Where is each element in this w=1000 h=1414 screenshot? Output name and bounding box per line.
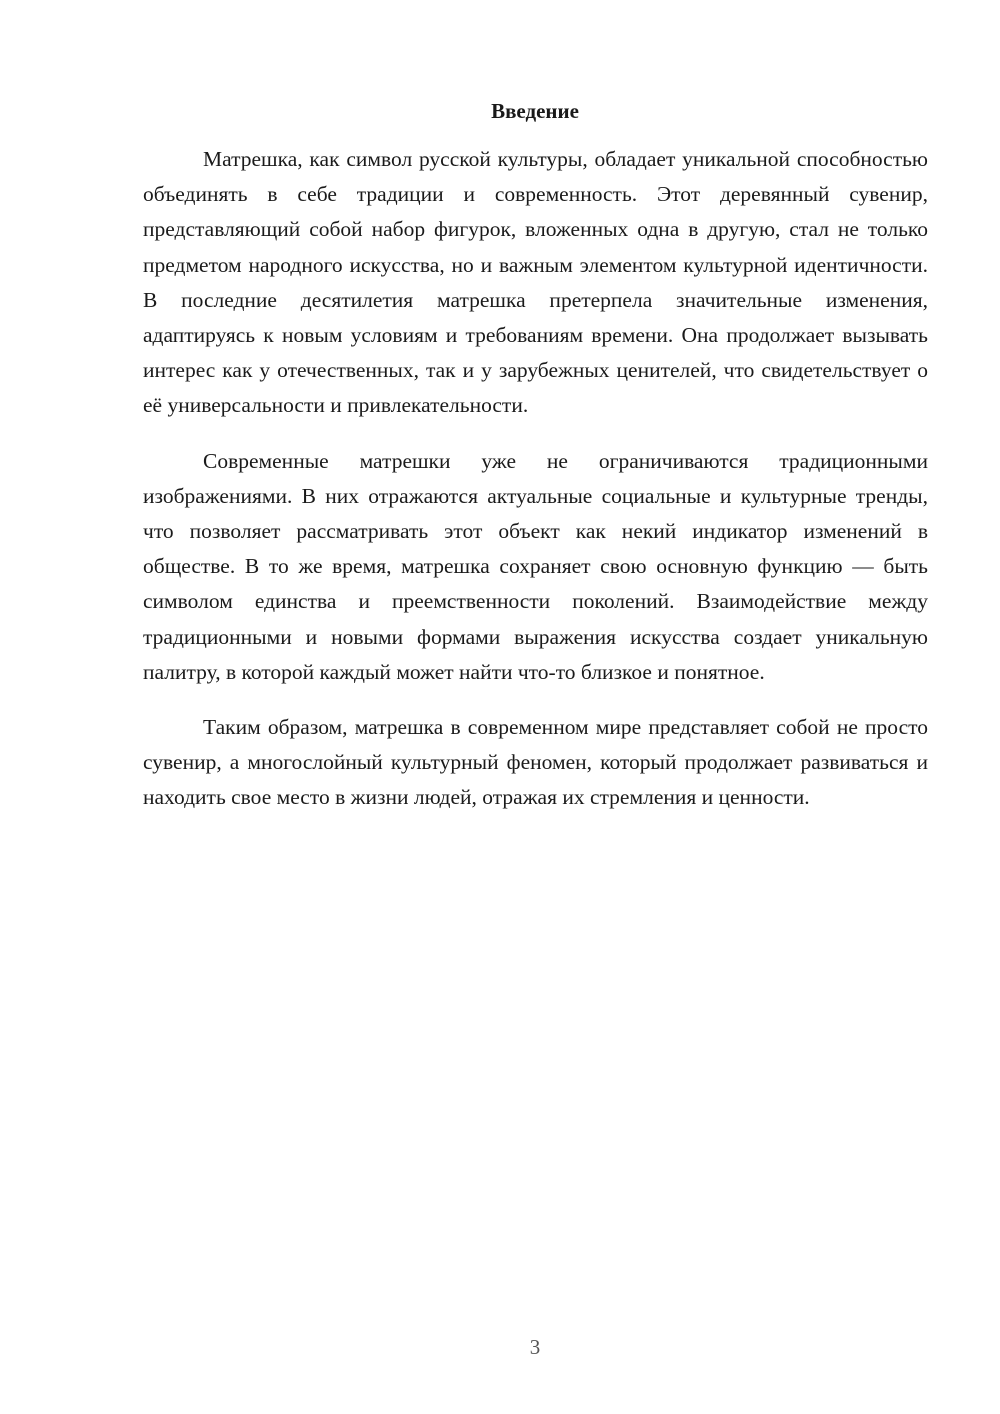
paragraph-1: Матрешка, как символ русской культуры, обладает уникальной способностью объединять в себе традиции и современность. Этот деревянный сувенир, представляющий собой набор фигурок, вложенных одна в другую, стал не только предметом народного искусства, но и важным элементом культурной идентичности. В последние десятилетия матрешка претерпела значительные изменения, адаптируясь к новым условиям и требованиям времени. Она продолжает вызывать интерес как у отечественных, так и у зарубежных ценителей, что свидетельствует о её универсальности и привлекательности. — [143, 147, 928, 418]
section-title: Введение — [491, 99, 579, 123]
page-number: 3 — [529, 1335, 541, 1359]
paragraph-2: Современные матрешки уже не ограничиваются традиционными изображениями. В них отражаются актуальные социальные и культурные тренды, что позволяет рассматривать этот объект как некий индикатор изменений в обществе. В то же время, матрешка сохраняет свою основную функцию — быть символом единства и преемственности поколений. Взаимодействие между традиционными и новыми формами выражения искусства создает уникальную палитру, в которой каждый может найти что-то близкое и понятное. — [143, 448, 928, 684]
paragraph-3: Таким образом, матрешка в современном мире представляет собой не просто сувенир, а многослойный культурный феномен, который продолжает развиваться и находить свое место в жизни людей, отражая их стремления и ценности. — [143, 715, 928, 810]
body-text — [143, 142, 928, 836]
